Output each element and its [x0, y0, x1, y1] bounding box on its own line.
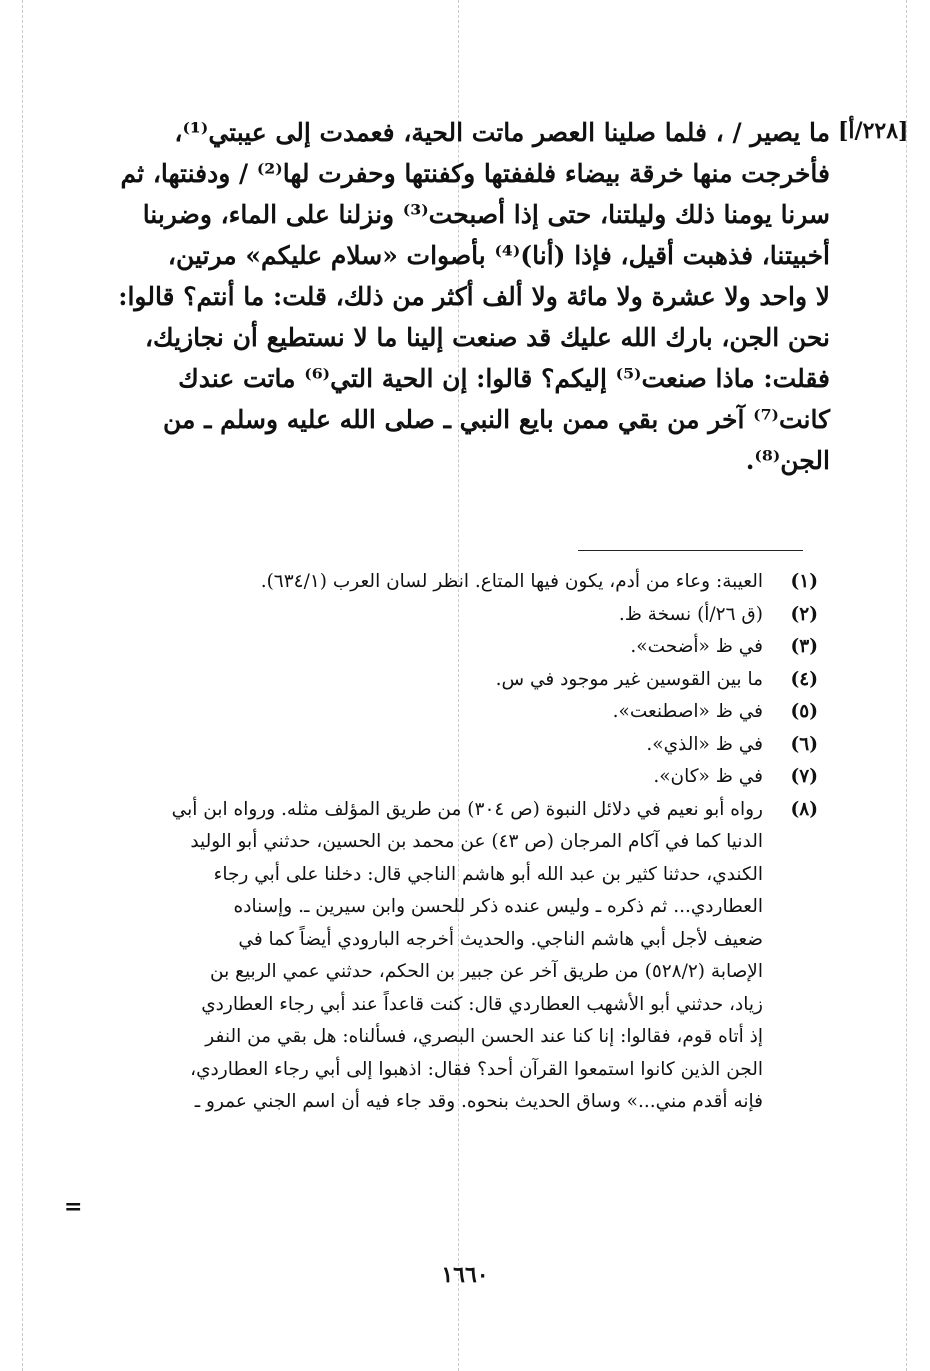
- main-text-line: لا واحد ولا عشرة ولا مائة ولا ألف أكثر من ذلك، قلت: ما أنتم؟ قالوا:: [118, 282, 830, 311]
- footnote-number: (٤): [790, 668, 818, 690]
- main-text-line: ما يصير / ، فلما صلينا العصر ماتت الحية، فعمدت إلى عيبتي⁽¹⁾،: [174, 118, 830, 147]
- main-text-line: سرنا يومنا ذلك وليلتنا، حتى إذا أصبحت⁽³⁾ ونزلنا على الماء، وضربنا: [142, 200, 830, 229]
- continued-mark: =: [64, 1194, 83, 1220]
- footnote-text: في ظ «الذي».: [646, 733, 763, 755]
- footnote-text: في ظ «أضحت».: [630, 636, 763, 657]
- footnote-text: زياد، حدثني أبو الأشهب العطاردي قال: كنت قاعداً عند أبي رجاء العطاردي: [201, 993, 763, 1015]
- footnote-number: (٢): [790, 603, 818, 625]
- footnote-item: [90, 761, 818, 794]
- scan-artifact-line: [22, 0, 23, 1371]
- footnote-number: (٧): [790, 766, 818, 787]
- footnote-number: (٥): [790, 701, 818, 722]
- footnote-item: [90, 631, 818, 664]
- footnote-item: [90, 664, 818, 697]
- main-text-body: [105, 112, 830, 481]
- footnote-text: الدنيا كما في آكام المرجان (ص ٤٣) عن محمد بن الحسين، حدثني أبو الوليد: [190, 831, 763, 852]
- footnote-text: فإنه أقدم مني...» وساق الحديث بنحوه. وقد جاء فيه أن اسم الجني عمرو ـ: [194, 1091, 763, 1112]
- footnote-number: (١): [790, 571, 818, 592]
- scan-artifact-line: [906, 0, 907, 1371]
- footnote-text: إذ أتاه قوم، فقالوا: إنا كنا عند الحسن البصري، فسألناه: هل بقي من النفر: [205, 1026, 763, 1047]
- main-text-line: فأخرجت منها خرقة بيضاء فلففتها وكفنتها وحفرت لها⁽²⁾ / ودفنتها، ثم: [120, 159, 830, 188]
- manuscript-folio-marker: [٢٢٨/أ]: [838, 118, 909, 144]
- footnotes-section: [90, 566, 818, 1119]
- footnote-item: [90, 599, 818, 632]
- footnote-number: (٦): [790, 733, 818, 755]
- footnote-text: العطاردي... ثم ذكره ـ وليس عنده ذكر للحسن وابن سيرين ـ. وإسناده: [233, 896, 763, 917]
- footnote-item: [90, 566, 818, 599]
- main-text-line: نحن الجن، بارك الله عليك قد صنعت إلينا ما لا نستطيع أن نجازيك،: [144, 323, 830, 352]
- footnote-item: [90, 794, 818, 1119]
- main-text-line: أخبيتنا، فذهبت أقيل، فإذا (أنا)⁽⁴⁾ بأصوات «سلام عليكم» مرتين،: [167, 241, 830, 270]
- main-text-line: فقلت: ماذا صنعت⁽⁵⁾ إليكم؟ قالوا: إن الحية التي⁽⁶⁾ ماتت عندك: [178, 364, 830, 393]
- footnote-text: العيبة: وعاء من أدم، يكون فيها المتاع. انظر لسان العرب (٦٣٤/١).: [260, 571, 763, 592]
- footnote-item: [90, 729, 818, 762]
- page-number: ١٦٦٠: [441, 1262, 489, 1288]
- footnote-number: (٣): [790, 636, 818, 657]
- footnote-text: الجن الذين كانوا استمعوا القرآن أحد؟ فقال: اذهبوا إلى أبي رجاء العطاردي،: [190, 1058, 763, 1080]
- footnote-text: في ظ «اصطنعت».: [612, 701, 763, 722]
- footnote-text: في ظ «كان».: [653, 766, 763, 787]
- footnote-text: ضعيف لأجل أبي هاشم الناجي. والحديث أخرجه البارودي أيضاً كما في: [238, 928, 763, 950]
- footnote-text: (ق ٢٦/أ) نسخة ظ.: [618, 603, 763, 625]
- footnote-text: الإصابة (٥٢٨/٢) من طريق آخر عن جبير بن الحكم، حدثني عمي الربيع بن: [209, 961, 763, 982]
- footnote-text: الكندي، حدثنا كثير بن عبد الله أبو هاشم الناجي قال: دخلنا على أبي رجاء: [213, 863, 763, 885]
- main-text-line: كانت⁽⁷⁾ آخر من بقي ممن بايع النبي ـ صلى الله عليه وسلم ـ من: [162, 405, 830, 434]
- footnote-item: [90, 696, 818, 729]
- footnote-text: رواه أبو نعيم في دلائل النبوة (ص ٣٠٤) من طريق المؤلف مثله. ورواه ابن أبي: [171, 798, 763, 820]
- footnote-number: (٨): [790, 798, 818, 820]
- footnote-separator: [578, 550, 803, 551]
- main-text-line: الجن⁽⁸⁾.: [745, 446, 830, 475]
- footnote-text: ما بين القوسين غير موجود في س.: [495, 668, 763, 690]
